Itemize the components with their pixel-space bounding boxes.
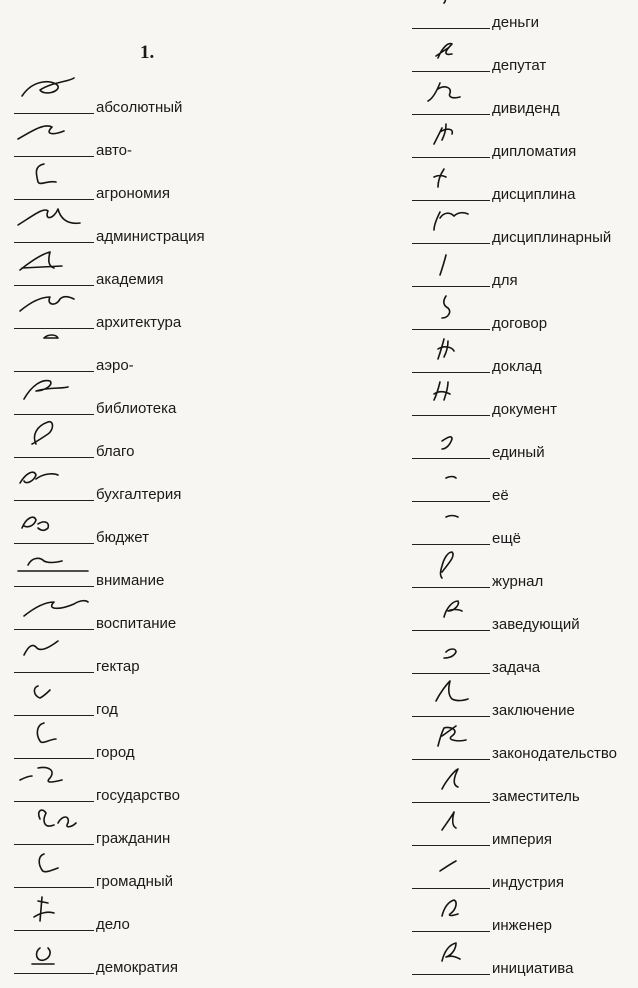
word-row <box>412 218 638 244</box>
word-row <box>412 390 638 416</box>
shorthand-distsiplinarnyi-icon <box>412 204 490 246</box>
shorthand-demokratiya-icon <box>14 934 94 976</box>
word-row <box>412 949 638 975</box>
word-row <box>412 734 638 760</box>
shorthand-gektar-icon <box>14 633 94 675</box>
vocabulary-word: абсолютный <box>96 99 183 116</box>
word-row <box>14 131 294 157</box>
shorthand-inzhener-icon <box>412 892 490 934</box>
word-row <box>14 776 294 802</box>
shorthand-dokument-icon <box>412 376 490 418</box>
vocabulary-word: деньги <box>492 14 540 31</box>
shorthand-zakonodatelstvo-icon <box>412 720 490 762</box>
shorthand-delo-icon <box>14 891 94 933</box>
shorthand-arkhitektura-icon <box>14 289 94 331</box>
vocabulary-word: библиотека <box>96 400 177 417</box>
word-row <box>412 46 638 72</box>
word-row <box>412 777 638 803</box>
word-row <box>412 132 638 158</box>
shorthand-bukhgalteriya-icon <box>14 461 94 503</box>
shorthand-byudzhet-icon <box>14 504 94 546</box>
shorthand-zaveduyushchii-icon <box>412 591 490 633</box>
word-row <box>14 432 294 458</box>
word-row <box>14 948 294 974</box>
shorthand-gromadnyi-icon <box>14 848 94 890</box>
vocabulary-word: авто- <box>96 142 133 159</box>
shorthand-edinyi-icon <box>412 419 490 461</box>
vocabulary-word: академия <box>96 271 164 288</box>
vocabulary-word: государство <box>96 787 180 804</box>
shorthand-akademiya-icon <box>14 246 94 288</box>
word-row <box>14 733 294 759</box>
word-row <box>14 518 294 544</box>
word-row <box>412 648 638 674</box>
vocabulary-word: бухгалтерия <box>96 486 182 503</box>
vocabulary-word: дисциплинарный <box>492 229 612 246</box>
vocabulary-word: дисциплина <box>492 186 576 203</box>
word-row <box>14 217 294 243</box>
shorthand-initsiativa-icon <box>412 935 490 977</box>
vocabulary-word: дивиденд <box>492 100 560 117</box>
word-row <box>14 862 294 888</box>
lesson-number: 1. <box>140 42 155 63</box>
shorthand-zhurnal-icon <box>412 548 490 590</box>
vocabulary-word: благо <box>96 443 135 460</box>
word-row <box>14 303 294 329</box>
vocabulary-word: год <box>96 701 118 718</box>
vocabulary-word: громадный <box>96 873 174 890</box>
shorthand-dogovor-icon <box>412 290 490 332</box>
word-row <box>412 863 638 889</box>
word-row <box>412 175 638 201</box>
vocabulary-word: заключение <box>492 702 575 719</box>
word-row <box>412 347 638 373</box>
vocabulary-word: бюджет <box>96 529 150 546</box>
shorthand-aero-icon <box>14 332 94 374</box>
vocabulary-word: инженер <box>492 917 553 934</box>
word-row <box>412 605 638 631</box>
shorthand-agronomiya-icon <box>14 160 94 202</box>
shorthand-imperiya-icon <box>412 806 490 848</box>
word-row <box>412 261 638 287</box>
vocabulary-word: дело <box>96 916 130 933</box>
word-row <box>412 691 638 717</box>
shorthand-distsiplina-icon <box>412 161 490 203</box>
word-row <box>412 89 638 115</box>
shorthand-absolyutnyi-icon <box>14 74 94 116</box>
shorthand-dividend-icon <box>412 75 490 117</box>
vocabulary-word: город <box>96 744 135 761</box>
word-row <box>412 519 638 545</box>
word-row <box>412 304 638 330</box>
word-row <box>14 690 294 716</box>
vocabulary-word: доклад <box>492 358 542 375</box>
word-row <box>14 88 294 114</box>
vocabulary-word: для <box>492 272 518 289</box>
vocabulary-word: задача <box>492 659 541 676</box>
word-row <box>14 819 294 845</box>
shorthand-avto-icon <box>14 117 94 159</box>
vocabulary-word: законодательство <box>492 745 617 762</box>
vocabulary-word: архитектура <box>96 314 182 331</box>
vocabulary-word: гектар <box>96 658 140 675</box>
word-row <box>412 476 638 502</box>
shorthand-doklad-icon <box>412 333 490 375</box>
shorthand-vnimanie-icon <box>14 547 94 589</box>
shorthand-grazhdanin-icon <box>14 805 94 847</box>
vocabulary-word: внимание <box>96 572 165 589</box>
vocabulary-word: заместитель <box>492 788 580 805</box>
shorthand-zadacha-icon <box>412 634 490 676</box>
word-row <box>14 561 294 587</box>
word-row <box>412 820 638 846</box>
vocabulary-word: аэро- <box>96 357 134 374</box>
word-row <box>14 647 294 673</box>
vocabulary-word: администрация <box>96 228 205 245</box>
shorthand-administratsiya-icon <box>14 203 94 245</box>
shorthand-gosudarstvo-icon <box>14 762 94 804</box>
word-row <box>412 433 638 459</box>
shorthand-deputat-icon <box>412 32 490 74</box>
shorthand-industriya-icon <box>412 849 490 891</box>
vocabulary-word: инициатива <box>492 960 574 977</box>
shorthand-god-icon <box>14 676 94 718</box>
vocabulary-word: единый <box>492 444 545 461</box>
vocabulary-word: заведующий <box>492 616 580 633</box>
word-row <box>14 905 294 931</box>
vocabulary-word: индустрия <box>492 874 564 891</box>
word-row <box>14 475 294 501</box>
word-row <box>14 346 294 372</box>
word-row <box>412 3 638 29</box>
vocabulary-word: журнал <box>492 573 544 590</box>
vocabulary-word: договор <box>492 315 548 332</box>
word-row <box>14 604 294 630</box>
vocabulary-word: её <box>492 487 509 504</box>
vocabulary-word: демократия <box>96 959 179 976</box>
word-row <box>14 260 294 286</box>
vocabulary-word: гражданин <box>96 830 171 847</box>
vocabulary-word: документ <box>492 401 557 418</box>
word-row <box>412 562 638 588</box>
shorthand-eyo-icon <box>412 462 490 504</box>
shorthand-eshchyo-icon <box>412 505 490 547</box>
shorthand-biblioteka-icon <box>14 375 94 417</box>
shorthand-vospitanie-icon <box>14 590 94 632</box>
vocabulary-word: дипломатия <box>492 143 577 160</box>
word-row <box>14 174 294 200</box>
shorthand-dengi-icon <box>412 0 490 31</box>
vocabulary-word: агрономия <box>96 185 170 202</box>
shorthand-diplomatiya-icon <box>412 118 490 160</box>
shorthand-dlya-icon <box>412 247 490 289</box>
shorthand-zaklyuchenie-icon <box>412 677 490 719</box>
word-row <box>412 906 638 932</box>
word-row <box>14 389 294 415</box>
vocabulary-word: воспитание <box>96 615 177 632</box>
shorthand-blago-icon <box>14 418 94 460</box>
vocabulary-word: ещё <box>492 530 522 547</box>
vocabulary-word: депутат <box>492 57 547 74</box>
shorthand-gorod-icon <box>14 719 94 761</box>
vocabulary-word: империя <box>492 831 552 848</box>
shorthand-zamestitel-icon <box>412 763 490 805</box>
